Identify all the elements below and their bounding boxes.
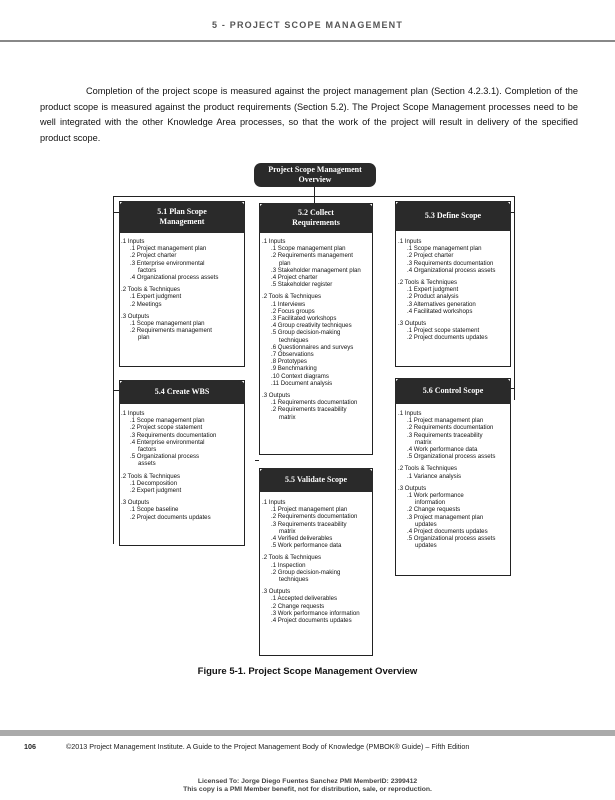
list-item: .3 Requirements traceability — [407, 431, 483, 439]
section-label: .1 Inputs — [121, 238, 145, 245]
intro-paragraph: Completion of the project scope is measured against the project management plan (Section 4.2.3.1). Completion of the product scope is measured against the product requirements (Section 5.2). The Project Scope Management processes need to be well integrated with the other Knowledge Area processes, so that the work of the project will result in delivery of the specified product scope. — [40, 86, 578, 143]
box-5-1-body — [121, 238, 241, 342]
list-item: .4 Project charter — [271, 274, 318, 282]
box-5-4-title-text: 5.4 Create WBS — [154, 387, 210, 396]
list-item: .2 Project scope statement — [130, 424, 203, 432]
chapter-title: 5 - PROJECT SCOPE MANAGEMENT — [211, 20, 404, 30]
list-item: .4 Work performance data — [407, 446, 478, 454]
list-item: .5 Work performance data — [271, 542, 342, 550]
list-item: .4 Verified deliverables — [271, 535, 333, 543]
box-5-1-title — [119, 201, 245, 233]
section-label: .3 Outputs — [121, 499, 150, 507]
list-item: .2 Meetings — [130, 300, 162, 308]
list-item: .2 Change requests — [407, 506, 461, 514]
list-item: updates — [415, 520, 437, 528]
section-label: .1 Inputs — [121, 410, 145, 417]
list-item: .1 Scope management plan — [271, 245, 346, 253]
list-item: assets — [138, 460, 156, 468]
box-5-5-body — [262, 499, 370, 624]
list-item: .5 Organizational process assets — [407, 535, 496, 543]
box-5-2-body — [262, 238, 370, 421]
list-item: .4 Organizational process assets — [130, 274, 219, 282]
list-item: .2 Project charter — [130, 252, 177, 260]
list-item: updates — [415, 542, 437, 550]
list-item: techniques — [279, 336, 309, 344]
list-item: .1 Accepted deliverables — [271, 595, 338, 603]
list-item: .5 Stakeholder register — [271, 281, 333, 289]
list-item: techniques — [279, 576, 309, 584]
list-item: .1 Project scope statement — [407, 327, 480, 335]
list-item: plan — [138, 334, 150, 342]
list-item: .3 Alternatives generation — [407, 300, 476, 308]
list-item: .1 Scope management plan — [130, 320, 205, 328]
list-item: .2 Requirements documentation — [407, 424, 494, 432]
connector-right — [514, 196, 515, 400]
license-line1: Licensed To: Jorge Diego Fuentes Sanchez PMI MemberID: 2399412 — [197, 778, 418, 785]
section-label: .3 Outputs — [121, 312, 150, 320]
section-label: .1 Inputs — [398, 410, 422, 417]
list-item: .2 Focus groups — [271, 307, 315, 315]
list-item: .4 Project documents updates — [271, 617, 352, 625]
connector-stem — [314, 187, 315, 196]
list-item: .2 Requirements management — [271, 252, 353, 260]
box-5-6-body — [398, 410, 508, 550]
box-5-3-body — [398, 238, 508, 342]
overview-node — [254, 163, 376, 187]
license-line2: This copy is a PMI Member benefit, not for distribution, sale, or reproduction. — [183, 786, 432, 793]
list-item: .3 Facilitated workshops — [271, 315, 337, 323]
list-item: .6 Questionnaires and surveys — [271, 343, 354, 351]
list-item: factors — [138, 446, 157, 454]
section-label: .3 Outputs — [262, 588, 291, 596]
connector-left — [113, 196, 114, 544]
list-item: .1 Expert judgment — [130, 293, 182, 301]
footer-rule — [0, 730, 615, 736]
list-item: .5 Organizational process assets — [407, 453, 496, 461]
list-item: .4 Facilitated workshops — [407, 307, 473, 315]
list-item: .4 Project documents updates — [407, 528, 488, 536]
box-5-1-title-line1: 5.1 Plan Scope — [157, 207, 207, 216]
list-item: .2 Expert judgment — [130, 487, 182, 495]
list-item: .1 Expert judgment — [407, 286, 459, 294]
list-item: .1 Variance analysis — [407, 472, 462, 480]
list-item: .1 Scope baseline — [130, 506, 179, 514]
list-item: .9 Benchmarking — [271, 365, 317, 373]
box-5-5-title — [259, 468, 373, 492]
list-item: .2 Requirements documentation — [271, 513, 358, 521]
list-item: .1 Work performance — [407, 492, 464, 500]
list-item: plan — [279, 259, 291, 267]
list-item: matrix — [415, 438, 432, 446]
list-item: information — [415, 499, 446, 507]
license-notice — [0, 778, 615, 794]
list-item: .1 Decomposition — [130, 479, 178, 487]
connector-to-55-h — [255, 460, 259, 461]
list-item: .3 Stakeholder management plan — [271, 266, 361, 274]
list-item: .8 Prototypes — [271, 358, 307, 366]
figure-caption: Figure 5-1. Project Scope Management Overview — [197, 666, 418, 677]
page-header — [0, 0, 615, 38]
list-item: .2 Requirements management — [130, 327, 212, 335]
list-item: .1 Scope management plan — [130, 417, 205, 425]
list-item: .3 Requirements documentation — [407, 259, 494, 267]
page-number: 106 — [24, 742, 36, 751]
box-5-2-title-line1: 5.2 Collect — [297, 208, 334, 217]
list-item: .3 Project management plan — [407, 513, 484, 521]
box-5-6-title — [395, 378, 511, 404]
box-5-2-title-line2: Requirements — [292, 218, 340, 227]
footer-citation: ©2013 Project Management Institute. A Guide to the Project Management Body of Knowledge (PMBOK® Guide) – Fifth Edition — [66, 742, 470, 751]
list-item: .1 Requirements documentation — [271, 399, 358, 407]
box-5-4-title — [119, 380, 245, 404]
box-5-1-title-line2: Management — [159, 217, 205, 226]
section-label: .2 Tools & Techniques — [398, 465, 458, 473]
list-item: .3 Requirements documentation — [130, 431, 217, 439]
section-label: .1 Inputs — [262, 499, 286, 506]
section-label: .3 Outputs — [398, 320, 427, 328]
overview-line2: Overview — [298, 175, 332, 184]
list-item: .4 Enterprise environmental — [130, 438, 205, 446]
list-item: .2 Project charter — [407, 252, 454, 260]
header-rule — [0, 40, 615, 42]
overview-line1: Project Scope Management — [268, 165, 362, 174]
list-item: .2 Project documents updates — [407, 334, 488, 342]
section-label: .2 Tools & Techniques — [121, 472, 181, 480]
list-item: matrix — [279, 413, 296, 421]
list-item: .1 Project management plan — [407, 417, 484, 425]
list-item: .2 Change requests — [271, 602, 325, 610]
box-5-4-body — [121, 410, 241, 521]
list-item: .3 Requirements traceability — [271, 520, 347, 528]
list-item: .5 Organizational process — [130, 453, 200, 461]
footer — [24, 742, 469, 751]
list-item: .2 Group decision-making — [271, 568, 341, 576]
section-label: .1 Inputs — [262, 238, 286, 245]
list-item: .1 Project management plan — [271, 506, 348, 514]
list-item: .11 Document analysis — [271, 379, 333, 387]
box-5-3-title-text: 5.3 Define Scope — [424, 211, 482, 220]
section-label: .2 Tools & Techniques — [262, 293, 322, 301]
list-item: .1 Inspection — [271, 561, 306, 569]
list-item: factors — [138, 266, 157, 274]
list-item: .2 Project documents updates — [130, 513, 211, 521]
section-label: .2 Tools & Techniques — [262, 554, 322, 562]
list-item: .3 Enterprise environmental — [130, 259, 205, 267]
section-label: .3 Outputs — [398, 484, 427, 492]
list-item: .10 Context diagrams — [271, 372, 329, 380]
list-item: .7 Observations — [271, 351, 314, 359]
box-5-3-title — [395, 201, 511, 231]
section-label: .2 Tools & Techniques — [398, 279, 458, 287]
list-item: matrix — [279, 527, 296, 535]
list-item: .1 Project management plan — [130, 245, 207, 253]
box-5-6-title-text: 5.6 Control Scope — [422, 386, 484, 395]
list-item: .2 Requirements traceability — [271, 406, 347, 414]
box-5-2-title — [259, 203, 373, 233]
list-item: .1 Scope management plan — [407, 245, 482, 253]
list-item: .3 Work performance information — [271, 609, 360, 617]
connector-to-52 — [314, 196, 315, 203]
list-item: .4 Group creativity techniques — [271, 322, 352, 330]
list-item: .2 Product analysis — [407, 293, 459, 301]
box-5-5-title-text: 5.5 Validate Scope — [284, 475, 347, 484]
list-item: .4 Organizational process assets — [407, 266, 496, 274]
list-item: .5 Group decision-making — [271, 329, 341, 337]
section-label: .1 Inputs — [398, 238, 422, 245]
section-label: .2 Tools & Techniques — [121, 286, 181, 294]
list-item: .1 Interviews — [271, 300, 306, 308]
section-label: .3 Outputs — [262, 392, 291, 400]
